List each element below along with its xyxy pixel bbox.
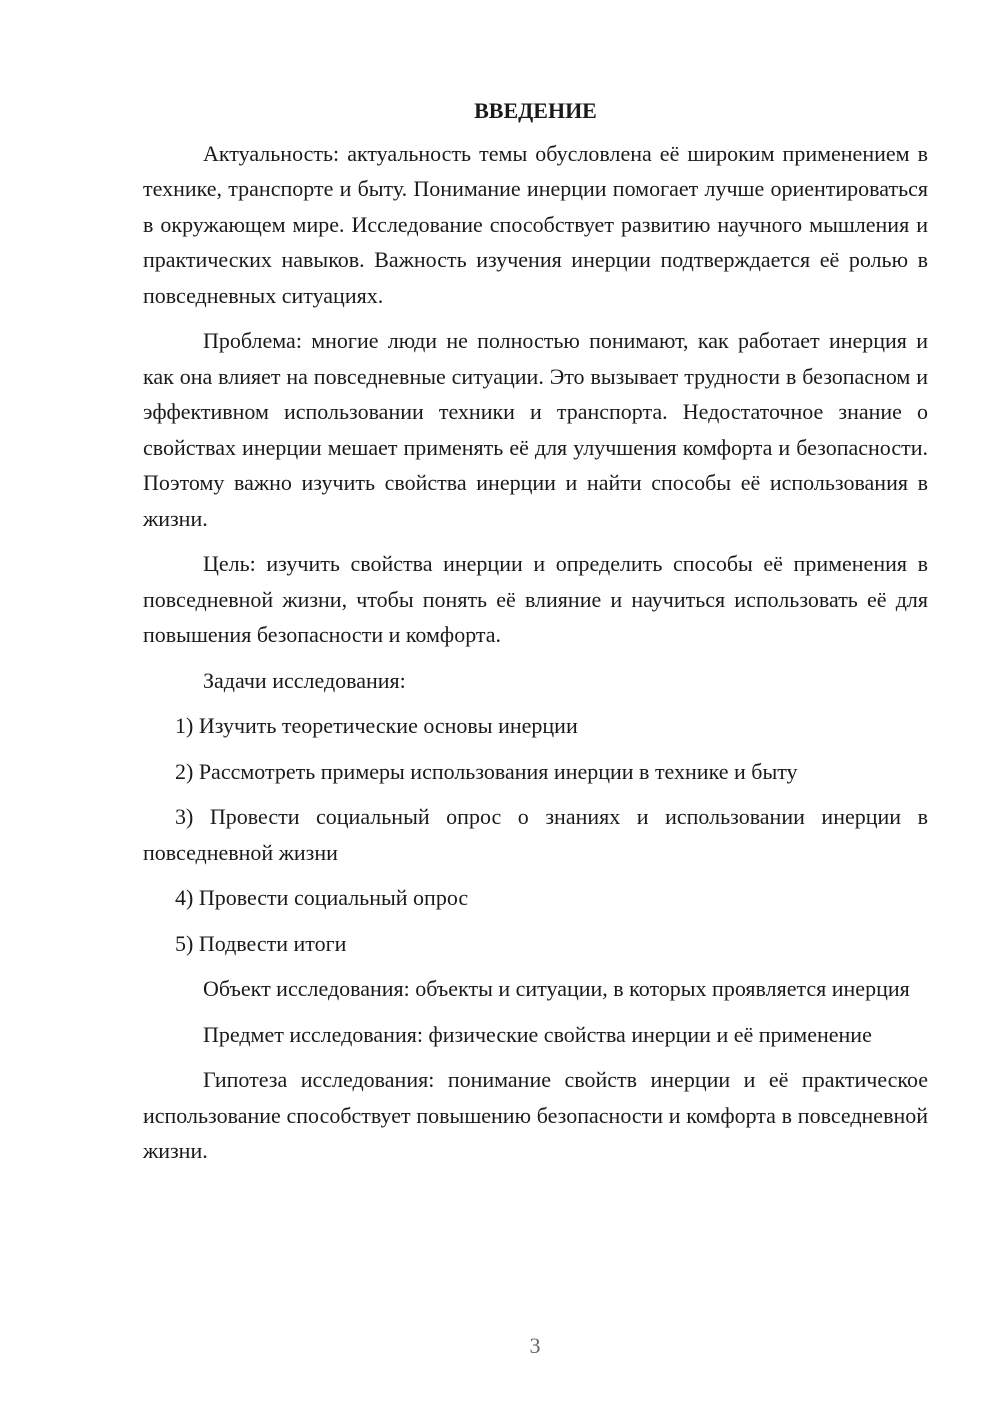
paragraph-hypothesis: Гипотеза исследования: понимание свойств инерции и её практическое использование способствует повышению безопасности и комфорта в повседневной жизни. xyxy=(143,1067,928,1163)
paragraph-problem: Проблема: многие люди не полностью понимают, как работает инерция и как она влияет на повседневные ситуации. Это вызывает трудности в безопасном и эффективном использовании техники и транспорта. Недостаточное знание о свойствах инерции мешает применять её для улучшения комфорта и безопасности. Поэтому важно изучить свойства инерции и найти способы её использования в жизни. xyxy=(143,328,928,531)
paragraph-tasks-heading: Задачи исследования: xyxy=(203,667,406,693)
paragraph-relevance: Актуальность: актуальность темы обусловлена её широким применением в технике, транспорте и быту. Понимание инерции помогает лучше ориентироваться в окружающем мире. Исследование способствует развитию научного мышления и практических навыков. Важность изучения инерции подтверждается её ролью в повседневных ситуациях. xyxy=(143,140,928,308)
paragraph-object: Объект исследования: объекты и ситуации, в которых проявляется инерция xyxy=(203,976,910,1001)
paragraph-goal: Цель: изучить свойства инерции и определить способы её применения в повседневной жизни, чтобы понять её влияние и научиться использовать её для повышения безопасности и комфорта. xyxy=(143,551,928,647)
paragraph-subject: Предмет исследования: физические свойства инерции и её применение xyxy=(203,1021,872,1047)
task-item-5: 5) Подвести итоги xyxy=(175,930,347,956)
task-item-4: 4) Провести социальный опрос xyxy=(175,885,469,910)
task-item-1: 1) Изучить теоретические основы инерции xyxy=(175,713,578,738)
task-item-2: 2) Рассмотреть примеры использования инерции в технике и быту xyxy=(175,758,798,784)
page-number: 3 xyxy=(529,1333,541,1358)
document-body xyxy=(143,93,928,1179)
task-item-3: 3) Провести социальный опрос о знаниях и использовании инерции в повседневной жизни xyxy=(143,804,928,865)
section-heading: ВВЕДЕНИЕ xyxy=(474,98,597,123)
